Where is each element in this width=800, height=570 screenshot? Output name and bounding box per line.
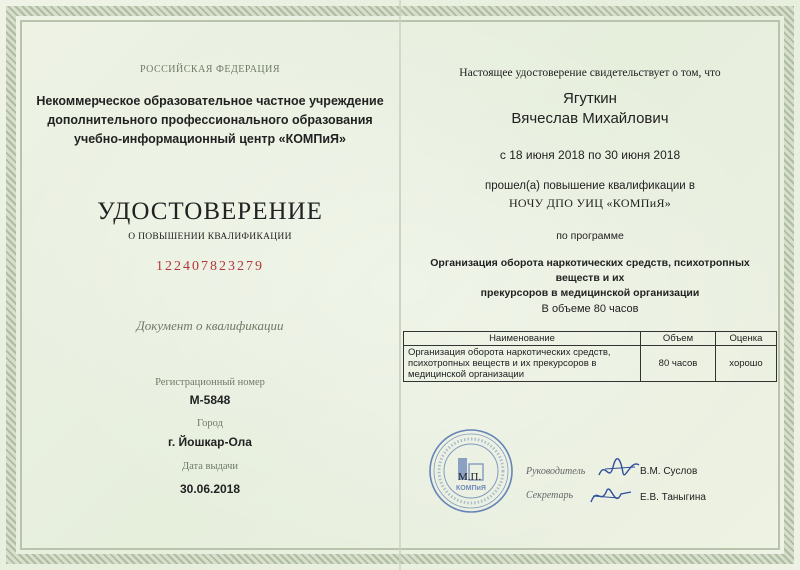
column-header-hours: Объем (641, 332, 716, 346)
document-title: УДОСТОВЕРЕНИЕ (97, 198, 323, 225)
registration-number: М-5848 (189, 393, 231, 407)
city-label: Город (197, 418, 223, 429)
course-name-line: медицинской организации (408, 369, 525, 380)
right-page (400, 0, 780, 570)
registration-label: Регистрационный номер (155, 377, 265, 388)
organization-short-name: НОЧУ ДПО УИЦ «КОМПиЯ» (508, 196, 672, 210)
holder-surname: Ягуткин (563, 90, 617, 107)
course-grade-cell: хорошо (716, 346, 777, 382)
column-header-grade: Оценка (716, 332, 777, 346)
table-header-row (404, 332, 777, 346)
city-value: г. Йошкар-Ола (168, 435, 252, 449)
holder-given-names: Вячеслав Михайлович (511, 110, 669, 127)
organization-line: дополнительного профессионального образования (47, 113, 373, 127)
director-name: В.М. Суслов (640, 466, 698, 477)
director-label: Руководитель (526, 466, 586, 477)
issue-date-label: Дата выдачи (181, 461, 239, 472)
course-name-cell (404, 346, 641, 382)
courses-table (403, 331, 777, 382)
organization-line: Некоммерческое образовательное частное учреждение (36, 94, 384, 108)
course-name-line: психотропных веществ и их прекурсоров в (408, 358, 597, 369)
table-row (404, 346, 777, 382)
program-title-line: прекурсоров в медицинской организации (480, 287, 700, 299)
intro-text: Настоящее удостоверение свидетельствует о том, что (459, 67, 721, 79)
secretary-signature-icon (585, 480, 635, 512)
left-page (30, 0, 390, 570)
country-label: РОССИЙСКАЯ ФЕДЕРАЦИЯ (139, 64, 281, 75)
document-subtitle: О ПОВЫШЕНИИ КВАЛИФИКАЦИИ (128, 232, 292, 242)
program-title (400, 256, 780, 301)
organization-line: учебно-информационный центр «КОМПиЯ» (74, 132, 346, 146)
course-hours-cell: 80 часов (641, 346, 716, 382)
seal-logo-text: КОМПиЯ (456, 485, 486, 492)
document-number: 122407823279 (156, 259, 264, 274)
program-title-line: Организация оборота наркотических средств, психотропных веществ и их (430, 257, 750, 284)
course-volume: В объеме 80 часов (541, 303, 639, 315)
document-type: Документ о квалификации (136, 318, 284, 333)
passed-text: прошел(а) повышение квалификации в (484, 180, 696, 192)
secretary-name: Е.В. Таныгина (640, 492, 706, 503)
program-label: по программе (556, 230, 624, 242)
seal-place-mark: М.П. (458, 471, 482, 483)
column-header-name: Наименование (404, 332, 641, 346)
organization-name (30, 92, 390, 149)
issue-date: 30.06.2018 (179, 482, 241, 496)
training-period: с 18 июня 2018 по 30 июня 2018 (499, 148, 681, 162)
secretary-label: Секретарь (526, 490, 574, 501)
course-name-line: Организация оборота наркотических средств, (408, 347, 611, 358)
